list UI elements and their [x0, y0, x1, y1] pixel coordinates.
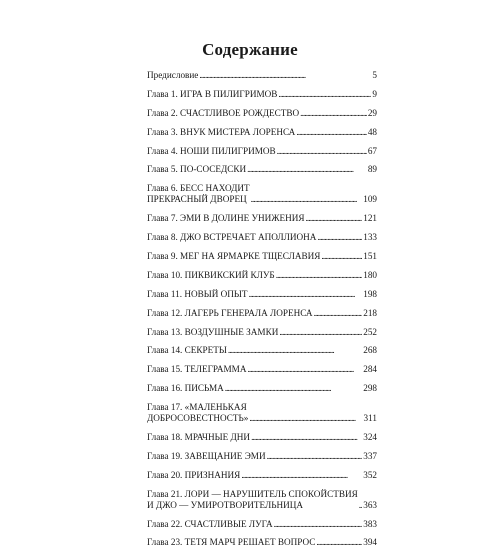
- dot-leader: [249, 289, 363, 300]
- toc-entry-page-number: 311: [363, 413, 377, 424]
- toc-entry-label: Глава 9. МЕГ НА ЯРМАРКЕ ТЩЕСЛАВИЯ: [147, 251, 321, 262]
- toc-entry-label: Глава 11. НОВЫЙ ОПЫТ: [147, 288, 248, 299]
- dot-leader: [296, 127, 367, 138]
- toc-entry: [147, 289, 377, 300]
- dot-leader: [274, 519, 363, 530]
- dot-leader: [251, 432, 362, 443]
- dot-leader: [228, 345, 362, 356]
- toc-entry-page-number: 383: [363, 518, 377, 529]
- toc-entry: [147, 270, 377, 281]
- dot-leader: [317, 232, 362, 243]
- toc-entry-label: Глава 10. ПИКВИКСКИЙ КЛУБ: [147, 269, 275, 280]
- toc-entry: [147, 108, 377, 119]
- toc-entry-label: Предисловие: [147, 70, 199, 80]
- dot-leader: [247, 164, 367, 175]
- toc-entry-page-number: 29: [367, 107, 377, 118]
- toc-entry-label: Глава 1. ИГРА В ПИЛИГРИМОВ: [147, 88, 278, 99]
- toc-entry-page-number: 363: [363, 499, 377, 510]
- toc-entry-page-number: 5: [372, 70, 377, 80]
- toc-entry: [147, 470, 377, 481]
- toc-entry: [147, 70, 377, 81]
- dot-leader: [316, 537, 362, 548]
- table-of-contents: [147, 70, 377, 556]
- toc-entry: [147, 402, 377, 424]
- toc-entry: [147, 451, 377, 462]
- toc-entry: [147, 164, 377, 175]
- toc-entry-page-number: 67: [367, 145, 377, 156]
- toc-entry-label: Глава 15. ТЕЛЕГРАММА: [147, 364, 247, 375]
- toc-entry-page-number: 324: [363, 432, 377, 443]
- dot-leader: [300, 108, 367, 119]
- toc-entry: [147, 519, 377, 530]
- dot-leader: [314, 308, 363, 319]
- toc-entry-label: Глава 18. МРАЧНЫЕ ДНИ: [147, 432, 251, 443]
- toc-entry-page-number: 268: [363, 345, 377, 356]
- toc-entry-label: Глава 21. ЛОРИ — НАРУШИТЕЛЬ СПОКОЙСТВИЯ И ДЖО — УМИРОТВОРИТЕЛЬНИЦА: [147, 488, 358, 510]
- toc-entry-label: Глава 4. НОШИ ПИЛИГРИМОВ: [147, 145, 276, 156]
- dot-leader: [249, 413, 362, 424]
- dot-leader: [225, 383, 362, 394]
- toc-entry-label: Глава 16. ПИСЬМА: [147, 383, 224, 394]
- dot-leader: [278, 89, 371, 100]
- toc-entry-label: Глава 17. «МАЛЕНЬКАЯ ДОБРОСОВЕСТНОСТЬ»: [147, 402, 249, 424]
- toc-entry: [147, 89, 377, 100]
- toc-entry-label: Глава 3. ВНУК МИСТЕРА ЛОРЕНСА: [147, 126, 296, 137]
- toc-entry-page-number: 337: [363, 450, 377, 461]
- dot-leader: [277, 146, 367, 157]
- toc-entry-page-number: 133: [363, 232, 377, 243]
- toc-entry-page-number: 252: [363, 326, 377, 337]
- toc-entry-page-number: 9: [372, 88, 377, 99]
- toc-entry-label: Глава 6. БЕСС НАХОДИТ ПРЕКРАСНЫЙ ДВОРЕЦ: [147, 183, 250, 205]
- toc-entry-page-number: 48: [367, 126, 377, 137]
- toc-entry: [147, 183, 377, 205]
- toc-entry-label: Глава 12. ЛАГЕРЬ ГЕНЕРАЛА ЛОРЕНСА: [147, 307, 313, 318]
- toc-entry: [147, 146, 377, 157]
- toc-entry-label: Глава 20. ПРИЗНАНИЯ: [147, 469, 241, 480]
- toc-entry: [147, 327, 377, 338]
- toc-entry-page-number: 284: [363, 364, 377, 375]
- toc-entry-page-number: 352: [363, 469, 377, 480]
- toc-entry: [147, 364, 377, 375]
- toc-entry-page-number: 198: [363, 288, 377, 299]
- dot-leader: [306, 213, 363, 224]
- dot-leader: [359, 500, 363, 511]
- dot-leader: [279, 327, 362, 338]
- toc-entry-page-number: 180: [363, 269, 377, 280]
- toc-entry-label: Глава 14. СЕКРЕТЫ: [147, 345, 227, 356]
- page-title: Содержание: [202, 40, 298, 59]
- dot-leader: [251, 194, 363, 205]
- dot-leader: [321, 251, 362, 262]
- dot-leader: [276, 270, 363, 281]
- toc-entry: [147, 383, 377, 394]
- toc-entry: [147, 537, 377, 548]
- dot-leader: [241, 470, 362, 481]
- toc-entry-page-number: 298: [363, 383, 377, 394]
- toc-entry-label: Глава 7. ЭМИ В ДОЛИНЕ УНИЖЕНИЯ: [147, 213, 305, 224]
- toc-entry: [147, 432, 377, 443]
- toc-entry: [147, 308, 377, 319]
- toc-entry-label: Глава 2. СЧАСТЛИВОЕ РОЖДЕСТВО: [147, 107, 300, 118]
- toc-entry-label: Глава 19. ЗАВЕЩАНИЕ ЭМИ: [147, 450, 266, 461]
- toc-entry: [147, 251, 377, 262]
- toc-entry-label: Глава 8. ДЖО ВСТРЕЧАЕТ АПОЛЛИОНА: [147, 232, 317, 243]
- dot-leader: [267, 451, 363, 462]
- toc-entry-page-number: 121: [363, 213, 377, 224]
- toc-entry-page-number: 109: [363, 194, 377, 205]
- toc-entry-page-number: 394: [363, 537, 377, 548]
- toc-entry-label: Глава 23. ТЕТЯ МАРЧ РЕШАЕТ ВОПРОС: [147, 537, 316, 548]
- toc-entry: [147, 232, 377, 243]
- toc-entry-page-number: 151: [363, 251, 377, 262]
- toc-entry: [147, 213, 377, 224]
- toc-entry-label: Глава 13. ВОЗДУШНЫЕ ЗАМКИ: [147, 326, 279, 337]
- toc-entry: [147, 489, 377, 511]
- toc-entry: [147, 127, 377, 138]
- toc-entry-page-number: 89: [367, 164, 377, 175]
- toc-entry-label: Глава 5. ПО-СОСЕДСКИ: [147, 164, 247, 175]
- toc-entry-page-number: 218: [363, 307, 377, 318]
- toc-entry-label: Глава 22. СЧАСТЛИВЫЕ ЛУГА: [147, 518, 273, 529]
- toc-entry: [147, 345, 377, 356]
- dot-leader: [247, 364, 362, 375]
- dot-leader: [199, 70, 371, 81]
